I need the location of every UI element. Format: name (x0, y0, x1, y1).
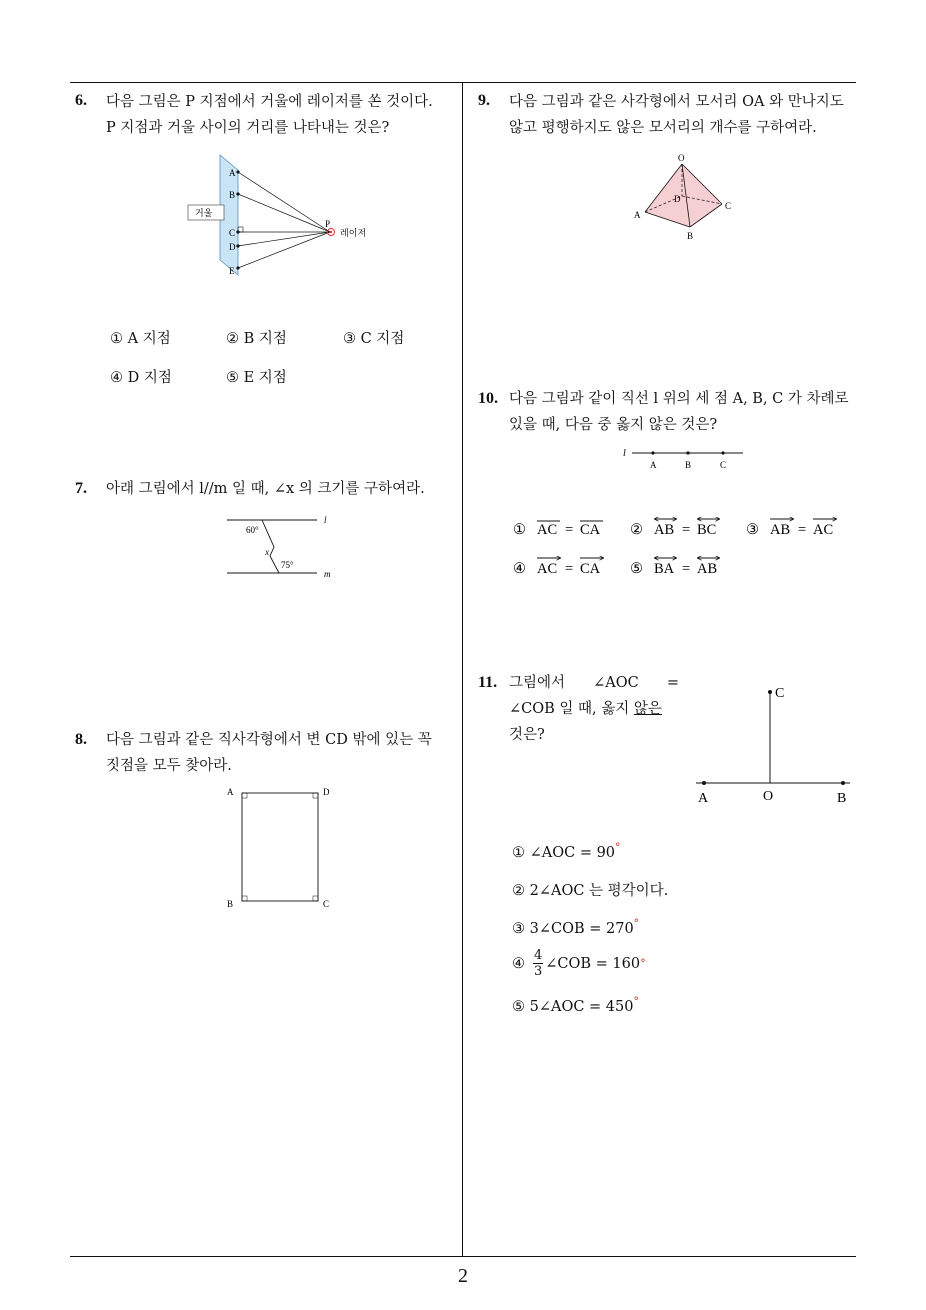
fig9-o: O (678, 153, 685, 163)
degree-symbol: ° (615, 841, 621, 854)
degree-symbol: ° (640, 957, 646, 970)
bottom-rule (70, 1256, 856, 1257)
q9-line2: 않고 평행하지도 않은 모서리의 개수를 구하여라. (509, 120, 817, 136)
fig10-a: A (650, 460, 657, 470)
fig11-b: B (837, 791, 847, 806)
q11-line2-underlined: 않은 (633, 701, 662, 717)
fig6-label-e: E (229, 266, 235, 276)
svg-text:AC: AC (813, 522, 834, 538)
q10-option-4[interactable] (513, 558, 603, 577)
fig7-l: l (324, 515, 327, 525)
q11-option-2[interactable]: ② 2∠AOC 는 평각이다. (512, 883, 669, 899)
q6-line2: P 지점과 거울 사이의 거리를 나타내는 것은? (106, 120, 390, 136)
q11-option-5[interactable]: ⑤ 5∠AOC = 450° (512, 995, 639, 1015)
fig6-label-p: P (325, 219, 331, 229)
fig6-label-laser: 레이저 (340, 229, 367, 239)
page-number: 2 (458, 1265, 468, 1287)
q9-number: 9. (478, 92, 490, 109)
svg-text:AC: AC (537, 561, 558, 577)
fig10-l: l (623, 448, 626, 459)
q10-option-5[interactable] (630, 558, 719, 577)
ray-d (238, 232, 330, 246)
svg-text:④: ④ (513, 561, 526, 577)
fig7-angle1: 60° (246, 525, 259, 535)
q11-line1b: ∠AOC (593, 675, 639, 691)
fig7-angle2: 75° (281, 560, 294, 570)
q10-option-2[interactable] (630, 519, 719, 538)
q9-line1: 다음 그림과 같은 사각형에서 모서리 OA 와 만나지도 (509, 94, 844, 110)
ray-e (238, 232, 330, 268)
q10-option-1[interactable] (513, 521, 603, 538)
fig7-x: x (265, 547, 269, 557)
svg-text:BA: BA (654, 561, 675, 577)
svg-text:⑤: ⑤ (630, 561, 643, 577)
q7-parallel-lines-figure (222, 510, 342, 580)
q8-text (106, 727, 458, 779)
fig7-m: m (324, 569, 331, 579)
fig8-c: C (323, 899, 330, 909)
fig10-b: B (685, 460, 692, 470)
q8-number: 8. (75, 731, 87, 748)
fig6-label-c: C (229, 228, 236, 238)
svg-text:AB: AB (697, 561, 718, 577)
q6-option-1[interactable]: ① A 지점 (110, 331, 171, 347)
q11-option-4-fraction: 4 3 (534, 948, 543, 979)
q11-number: 11. (478, 674, 498, 691)
q10-option-3[interactable] (746, 519, 836, 538)
svg-text:BC: BC (697, 522, 717, 538)
svg-text:=: = (682, 561, 691, 577)
degree-symbol: ° (633, 917, 640, 930)
svg-text:AB: AB (770, 522, 791, 538)
degree-symbol: ° (633, 995, 639, 1008)
fig8-d: D (323, 787, 330, 797)
svg-text:③: ③ (746, 522, 759, 538)
ray-b (238, 194, 330, 232)
svg-text:CA: CA (580, 561, 601, 577)
column-divider (462, 83, 463, 1256)
svg-text:=: = (565, 522, 574, 538)
q6-option-5[interactable]: ⑤ E 지점 (226, 370, 287, 386)
fig6-label-d: D (229, 242, 236, 252)
q6-number: 6. (75, 92, 87, 109)
fig9-c: C (725, 201, 732, 211)
q6-option-3[interactable]: ③ C 지점 (343, 331, 405, 347)
q9-pyramid-figure (630, 152, 740, 242)
fig10-c: C (720, 460, 727, 470)
fig6-label-b: B (229, 190, 236, 200)
q6-line1: 다음 그림은 P 지점에서 거울에 레이저를 쏜 것이다. (106, 94, 433, 110)
q11-text (509, 670, 679, 748)
fig8-b: B (227, 899, 234, 909)
q8-line1: 다음 그림과 같은 직사각형에서 변 CD 밖에 있는 꼭 (106, 732, 432, 748)
svg-text:=: = (798, 522, 807, 538)
q9-text (509, 89, 861, 141)
top-rule (70, 82, 856, 83)
q10-options (510, 510, 870, 590)
svg-text:=: = (565, 561, 574, 577)
q10-line-figure (618, 444, 748, 474)
svg-text:AC: AC (537, 522, 558, 538)
fig8-a: A (227, 787, 234, 797)
q11-line1c: = (666, 675, 679, 691)
q11-line2a: ∠COB 일 때, 옳지 (509, 701, 634, 717)
q6-mirror-figure (185, 150, 385, 280)
q11-line3: 것은? (509, 727, 545, 743)
q6-option-4[interactable]: ④ D 지점 (110, 370, 172, 386)
fig6-label-mirror: 거울 (195, 209, 213, 219)
q11-line1a: 그림에서 (509, 675, 566, 691)
q7-number: 7. (75, 480, 87, 497)
fig11-c: C (775, 686, 785, 701)
fig9-b: B (687, 231, 694, 241)
q10-number: 10. (478, 390, 498, 407)
q10-line1: 다음 그림과 같이 직선 l 위의 세 점 A, B, C 가 차례로 (509, 391, 849, 407)
svg-text:①: ① (513, 522, 526, 538)
svg-text:CA: CA (580, 522, 601, 538)
fig11-o: O (763, 789, 774, 804)
rectangle (242, 793, 318, 901)
fig9-d: D (674, 194, 681, 204)
q10-text (509, 386, 861, 438)
fig9-a: A (634, 210, 641, 220)
q8-rectangle-figure (222, 783, 342, 913)
q6-text (106, 89, 458, 141)
q7-text: 아래 그림에서 l//m 일 때, ∠x 의 크기를 구하여라. (106, 481, 425, 497)
q11-option-1[interactable]: ① ∠AOC = 90° (512, 841, 621, 861)
q11-option-4[interactable]: ④ 4 3 ∠COB = 160 ° (512, 948, 646, 979)
svg-text:②: ② (630, 522, 643, 538)
q10-line2: 있을 때, 다음 중 옳지 않은 것은? (509, 417, 718, 433)
fig11-a: A (698, 791, 709, 806)
ray-a (238, 172, 330, 232)
svg-text:AB: AB (654, 522, 675, 538)
q6-option-2[interactable]: ② B 지점 (226, 331, 287, 347)
fig6-label-a: A (229, 168, 236, 178)
q11-option-3[interactable]: ③ 3∠COB = 270° (512, 917, 640, 937)
q8-line2: 짓점을 모두 찾아라. (106, 758, 232, 774)
svg-text:=: = (682, 522, 691, 538)
q11-angle-figure (690, 678, 860, 813)
